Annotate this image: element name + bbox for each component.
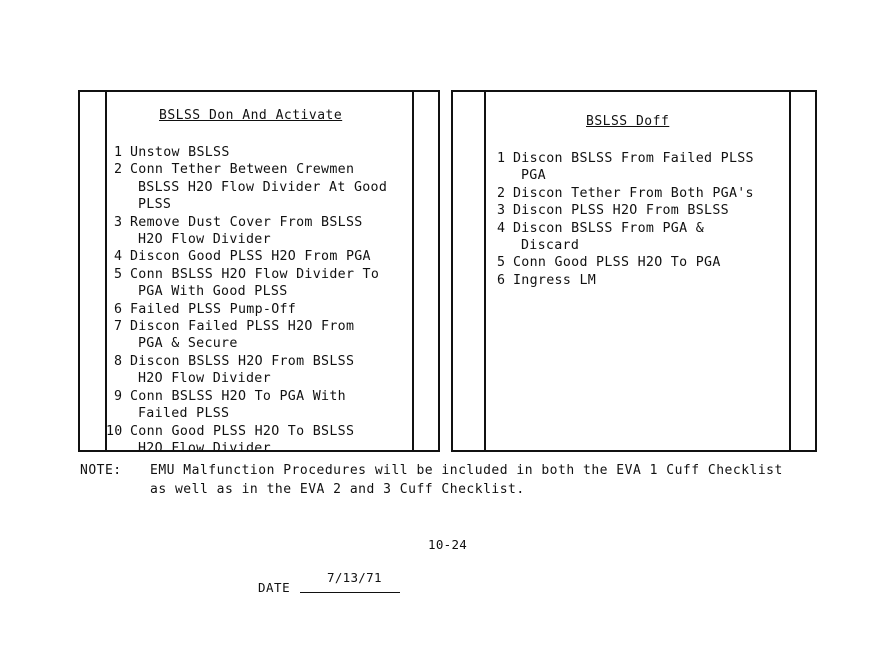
step-item — [108, 144, 408, 161]
card-left-margin-rule — [484, 92, 486, 450]
checklist-card-don-activate — [78, 90, 440, 456]
step-number: 1 — [114, 145, 123, 160]
step-item — [491, 272, 787, 289]
step-item — [491, 185, 787, 202]
step-number: 5 — [114, 266, 123, 282]
step-text-continued: PGA With Good PLSS — [138, 284, 288, 300]
note-body — [150, 461, 783, 499]
step-number: 2 — [497, 185, 506, 201]
step-number: 8 — [114, 353, 123, 369]
step-item — [108, 423, 408, 458]
step-number: 5 — [497, 255, 506, 271]
step-text: Discon Tether From Both PGA's — [513, 185, 754, 201]
step-number: 9 — [114, 388, 123, 404]
card-left-margin-rule — [105, 92, 107, 450]
note-label: NOTE: — [80, 463, 122, 478]
step-list — [491, 150, 787, 289]
step-item — [491, 150, 787, 185]
step-text-continued: PLSS — [138, 197, 172, 213]
step-number: 1 — [497, 151, 506, 166]
step-item — [108, 214, 408, 249]
card-right-margin-rule — [412, 92, 414, 450]
note-line: EMU Malfunction Procedures will be included in both the EVA 1 Cuff Checklist — [150, 463, 783, 478]
step-number: 2 — [114, 162, 123, 178]
step-number: 6 — [497, 272, 506, 288]
step-text: Remove Dust Cover From BSLSS — [130, 214, 363, 230]
step-list — [108, 144, 408, 457]
step-item — [108, 388, 408, 423]
step-text: Discon Failed PLSS H2O From — [130, 319, 355, 335]
step-number: 4 — [114, 249, 123, 265]
step-text-continued: H2O Flow Divider — [138, 232, 271, 248]
step-text-continued: BSLSS H2O Flow Divider At Good — [138, 179, 388, 195]
step-text: Conn Tether Between Crewmen — [130, 162, 355, 178]
step-text: Unstow BSLSS — [130, 145, 230, 160]
step-text-continued: PGA & Secure — [138, 336, 238, 352]
step-text-continued: Discard — [521, 238, 580, 254]
step-text: Ingress LM — [513, 272, 597, 288]
step-number: 7 — [114, 319, 123, 335]
step-item — [108, 248, 408, 265]
step-text-continued: H2O Flow Divider — [138, 440, 271, 456]
step-text: Discon BSLSS From Failed PLSS — [513, 151, 754, 166]
step-text: Discon Good PLSS H2O From PGA — [130, 249, 371, 265]
step-text: Conn BSLSS H2O Flow Divider To — [130, 266, 380, 282]
step-text: Conn Good PLSS H2O To BSLSS — [130, 423, 355, 439]
step-item — [491, 220, 787, 255]
page-number: 10-24 — [428, 537, 468, 552]
step-text: Discon PLSS H2O From BSLSS — [513, 203, 729, 219]
step-text: Failed PLSS Pump-Off — [130, 301, 297, 317]
step-number: 6 — [114, 301, 123, 317]
step-item — [491, 254, 787, 271]
step-text: Discon BSLSS From PGA & — [513, 220, 705, 236]
step-number: 3 — [497, 203, 506, 219]
note-line: as well as in the EVA 2 and 3 Cuff Checklist. — [150, 482, 525, 497]
step-text-continued: PGA — [521, 168, 546, 184]
step-text-continued: Failed PLSS — [138, 406, 230, 422]
step-text: Conn Good PLSS H2O To PGA — [513, 255, 721, 271]
step-text-continued: H2O Flow Divider — [138, 371, 271, 387]
step-item — [491, 202, 787, 219]
card-title: BSLSS Doff — [586, 114, 670, 129]
step-item — [108, 353, 408, 388]
step-number: 10 — [106, 423, 123, 439]
step-number: 3 — [114, 214, 123, 230]
step-text: Discon BSLSS H2O From BSLSS — [130, 353, 355, 369]
card-title: BSLSS Don And Activate — [159, 108, 343, 123]
step-item — [108, 318, 408, 353]
step-item — [108, 301, 408, 318]
step-item — [108, 266, 408, 301]
card-right-margin-rule — [789, 92, 791, 450]
date-label: DATE — [258, 580, 291, 595]
checklist-card-doff — [451, 90, 817, 452]
date-value: 7/13/71 — [327, 570, 382, 585]
step-item — [108, 161, 408, 213]
date-underline — [300, 592, 400, 593]
step-text: Conn BSLSS H2O To PGA With — [130, 388, 346, 404]
step-number: 4 — [497, 220, 506, 236]
